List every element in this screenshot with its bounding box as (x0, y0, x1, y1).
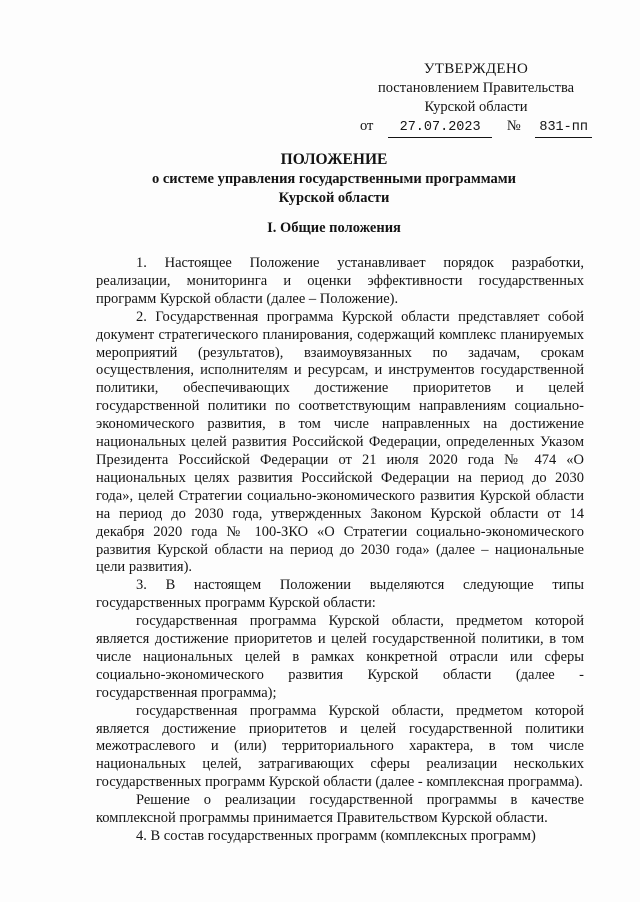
paragraph-1: 1. Настоящее Положение устанавливает порядок разработки, реализации, мониторинга и оценки эффективности государственных программ Курской области (далее – Положение). (96, 255, 584, 307)
paragraph-4: 4. В состав государственных программ (комплексных программ) (136, 828, 536, 844)
paragraph-3-decision: Решение о реализации государственной программы в качестве комплексной программы принимается Правительством Курской области. (96, 792, 584, 827)
section-title: I. Общие положения (267, 220, 401, 236)
paragraph-3-item-2: государственная программа Курской области, предметом которой является достижение приоритетов и целей государственной политики межотраслевого и (или) территориального характера, в том числе национальных целей, затрагивающих сферы реализации нескольких государственных программ Курской области (далее - комплексная программа). (96, 702, 584, 791)
approval-date-prefix: от (360, 118, 374, 134)
paragraph-3-item-1: государственная программа Курской области, предметом которой является достижение приоритетов и целей государственной политики, в том числе национальных целей в рамках конкретной отрасли или сферы социально-экономического развития Курской области (далее - государственная программа); (96, 613, 584, 701)
paragraph-2: 2. Государственная программа Курской области представляет собой документ стратегического планирования, содержащий комплекс планируемых мероприятий (результатов), взаимоувязанных по задачам, срокам осуществления, исполнителям и ресурсам, и инструментов государственной политики, обеспечивающих достижение приоритетов и целей государственной политики по соответствующим направлениям социально-экономического развития, в том числе направленных на достижение национальных целей развития Российской Федерации, определенных Указом Президента Российской Федерации от 21 июля 2020 года № 474 «О национальных целях развития Российской Федерации на период до 2030 года», целей Стратегии социально-экономического развития Курской области на период до 2030 года, утвержденных Законом Курской области от 14 декабря 2020 года № 100-ЗКО «О Стратегии социально-экономического развития Курской области на период до 2030 года» (далее – национальные цели развития). (96, 308, 584, 576)
document-subtitle-line-2: Курской области (278, 190, 390, 206)
document-body (96, 255, 584, 846)
document-title: ПОЛОЖЕНИЕ (280, 151, 388, 168)
approval-line-1: постановлением Правительства (377, 80, 575, 96)
approval-line-2: Курской области (424, 99, 528, 115)
approval-title: УТВЕРЖДЕНО (423, 61, 529, 77)
approval-number: 831-пп (535, 118, 592, 138)
approval-date: 27.07.2023 (388, 118, 492, 138)
paragraph-3: 3. В настоящем Положении выделяются следующие типы государственных программ Курской области: (96, 577, 584, 612)
document-subtitle-line-1: о системе управления государственными программами (151, 171, 517, 187)
approval-date-line (360, 117, 592, 138)
approval-number-prefix: № (506, 118, 521, 134)
approval-stamp (360, 60, 592, 138)
